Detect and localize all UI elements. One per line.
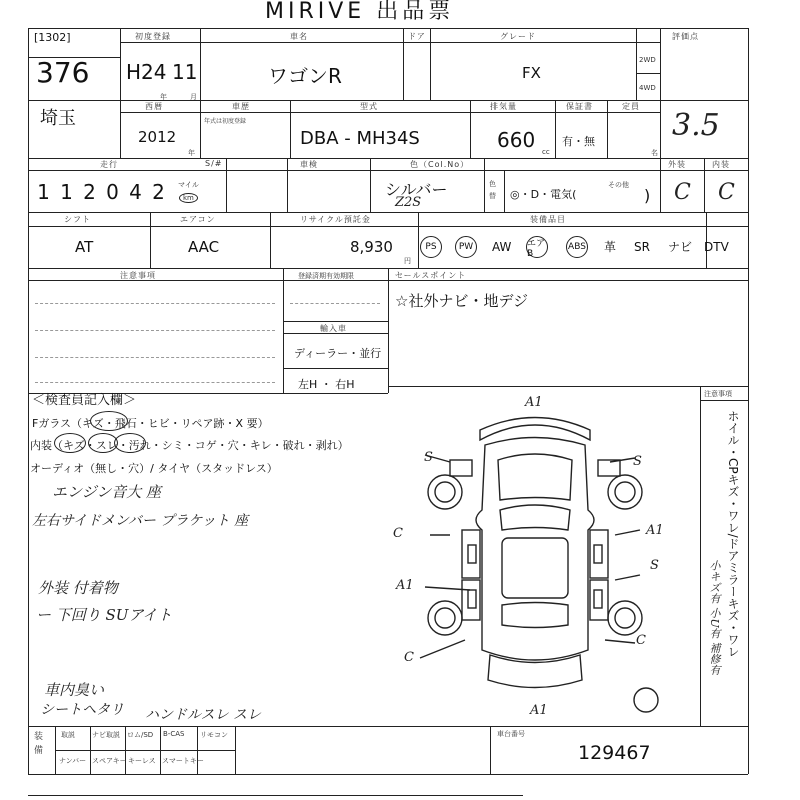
- sales-point: ☆社外ナビ・地デジ: [395, 292, 529, 310]
- equipment-item: エアB: [526, 236, 548, 258]
- inspector-glass: Fガラス（キズ・飛石・ヒビ・リペア跡・X 要）: [32, 417, 269, 430]
- model-type-label: 型式: [360, 102, 378, 111]
- damage-rear: A1: [530, 703, 548, 718]
- reg-expiry-label: 登録済期有効期限: [298, 272, 354, 280]
- damage-right-door: A1: [646, 523, 664, 538]
- bottom-equipment-side: 装備: [34, 732, 44, 756]
- damage-right-rear: S: [650, 558, 659, 573]
- inspector-hand-7: ハンドルスレ スレ: [145, 707, 262, 723]
- color-options: ◎・D・電気(: [510, 188, 577, 201]
- mileage-digit: 4: [129, 180, 142, 204]
- side-notes-text-1: ホイル・CPキズ・ワレ/ドアミラーキズ・ワレ: [726, 410, 740, 658]
- inspector-interior: 内装（キズ・スレ・汚れ・シミ・コゲ・穴・キレ・破れ・剥れ）: [30, 439, 349, 452]
- bottom-item: キーレス: [128, 757, 156, 765]
- inspector-hand-4: ー 下回り SUアイト: [36, 606, 173, 624]
- equipment-item: AW: [492, 240, 512, 254]
- bottom-item: B-CAS: [163, 730, 185, 738]
- inspector-hand-3: 外装 付着物: [38, 579, 118, 597]
- damage-left-mirror: S: [424, 450, 433, 465]
- equipment-item: DTV: [704, 240, 729, 254]
- bottom-item: スマートキー: [162, 757, 204, 765]
- exterior-label: 外装: [668, 160, 686, 169]
- damage-front: A1: [525, 395, 543, 410]
- inspector-hand-5: 車内臭い: [44, 681, 105, 699]
- inspector-hand-2: 左右サイドメンバー プラケット 座: [32, 513, 249, 529]
- warranty-label: 保証書: [566, 102, 593, 111]
- lot-code: [1302]: [34, 31, 71, 44]
- side-notes-text-2: 小キズ有 小U有 補修有: [708, 560, 721, 676]
- equipment-item: ABS: [566, 236, 588, 258]
- displacement: 660: [497, 128, 536, 152]
- capacity-unit: 名: [651, 149, 658, 157]
- chassis-number: 129467: [578, 742, 651, 764]
- aircon-label: エアコン: [180, 215, 216, 224]
- chassis-number-label: 車台番号: [497, 730, 525, 738]
- car-diagram: [410, 400, 660, 720]
- handle-side: 左H ・ 右H: [298, 378, 355, 391]
- grade-4wd: 4WD: [639, 84, 656, 92]
- doors-label: ドア: [408, 32, 426, 41]
- equipment-item: SR: [634, 240, 650, 254]
- mileage-digit: 1: [37, 180, 50, 204]
- recycle-unit: 円: [404, 257, 411, 265]
- first-reg-month: 11: [172, 60, 198, 84]
- grade-label: グレード: [500, 32, 536, 41]
- mileage-digit: 2: [83, 180, 96, 204]
- displacement-unit: cc: [542, 148, 550, 156]
- interior-grade: C: [718, 180, 735, 205]
- equipment-item: PW: [455, 236, 477, 258]
- damage-right-mirror: S: [633, 454, 642, 469]
- western-year-label: 西暦: [145, 102, 163, 111]
- model-name: ワゴンR: [268, 64, 342, 88]
- mileage-unit-mile: マイル: [178, 181, 199, 189]
- model-name-label: 車名: [290, 32, 308, 41]
- warranty-value: 有・無: [562, 135, 595, 148]
- bottom-item: リモコン: [200, 731, 228, 739]
- mileage-digit: 0: [106, 180, 119, 204]
- recycle-label: リサイクル預託金: [300, 215, 371, 224]
- color-code: Z2S: [395, 195, 422, 210]
- equipment-item: 革: [604, 240, 617, 254]
- mileage-digit: 2: [152, 180, 165, 204]
- western-year-unit: 年: [188, 149, 195, 157]
- displacement-label: 排気量: [490, 102, 517, 111]
- side-notes-header: 注意事項: [704, 390, 732, 398]
- recycle-value: 8,930: [350, 238, 393, 256]
- mileage-digits: [32, 180, 170, 204]
- chassis-label: 車歴: [232, 102, 250, 111]
- color-change-label: 色替: [489, 180, 496, 200]
- inspector-label: ＜検査員記入欄＞: [32, 393, 137, 408]
- damage-left-door: A1: [396, 578, 414, 593]
- first-reg-year-unit: 年: [160, 93, 167, 101]
- mileage-digit: 1: [60, 180, 73, 204]
- equipment-item: ナビ: [668, 240, 693, 254]
- first-reg-label: 初度登録: [135, 32, 171, 41]
- mileage-label: 走行: [100, 160, 118, 169]
- bottom-item: ナビ取説: [92, 731, 120, 739]
- color-value: シルバー: [385, 180, 448, 199]
- model-type: DBA - MH34S: [300, 128, 420, 149]
- inspector-hand-6: シートヘタリ: [40, 702, 124, 718]
- import-label: 輸入車: [320, 324, 347, 333]
- lot-number: 376: [36, 56, 90, 89]
- bottom-item: ナンバー: [59, 757, 87, 765]
- aircon-value: AAC: [188, 238, 220, 256]
- inspector-audio: オーディオ（無し・穴）/ タイヤ（スタッドレス）: [30, 462, 278, 475]
- grade-2wd: 2WD: [639, 56, 656, 64]
- capacity-label: 定員: [622, 102, 640, 111]
- equipment-label: 装備品目: [530, 215, 566, 224]
- bottom-item: 取説: [61, 731, 75, 739]
- mileage-unit-km: km: [179, 193, 198, 203]
- equipment-item: PS: [420, 236, 442, 258]
- damage-left-front: C: [393, 526, 403, 541]
- first-reg-era: H24: [126, 60, 167, 84]
- year-note: 年式は初度登録: [204, 118, 247, 125]
- region: 埼玉: [40, 108, 76, 129]
- bottom-item: ロム/SD: [127, 731, 154, 739]
- interior-label: 内装: [712, 160, 730, 169]
- inspector-hand-1: エンジン音大 座: [52, 483, 162, 501]
- bottom-item: スペアキー: [92, 757, 127, 765]
- damage-left-rear: C: [404, 650, 414, 665]
- notes-label: 注意事項: [120, 271, 156, 280]
- damage-right-wheel: C: [636, 633, 646, 648]
- sales-label: セールスポイント: [395, 271, 467, 280]
- form-title: MIRIVE 出品票: [265, 0, 455, 24]
- inspection-label: 車検: [300, 160, 318, 169]
- grade-value: FX: [522, 64, 541, 82]
- sw-label: S/#: [205, 159, 223, 168]
- shift-value: AT: [75, 238, 94, 256]
- western-year: 2012: [138, 128, 177, 146]
- exterior-grade: C: [674, 180, 691, 205]
- import-value: ディーラー・並行: [294, 347, 382, 360]
- rating-label: 評価点: [672, 32, 699, 41]
- color-label: 色（Col.No）: [410, 160, 470, 169]
- rating-value: 3.5: [672, 108, 720, 143]
- first-reg-month-unit: 月: [190, 93, 197, 101]
- shift-label: シフト: [64, 215, 91, 224]
- color-options-close: ): [644, 186, 651, 205]
- color-other-label: その他: [608, 181, 629, 189]
